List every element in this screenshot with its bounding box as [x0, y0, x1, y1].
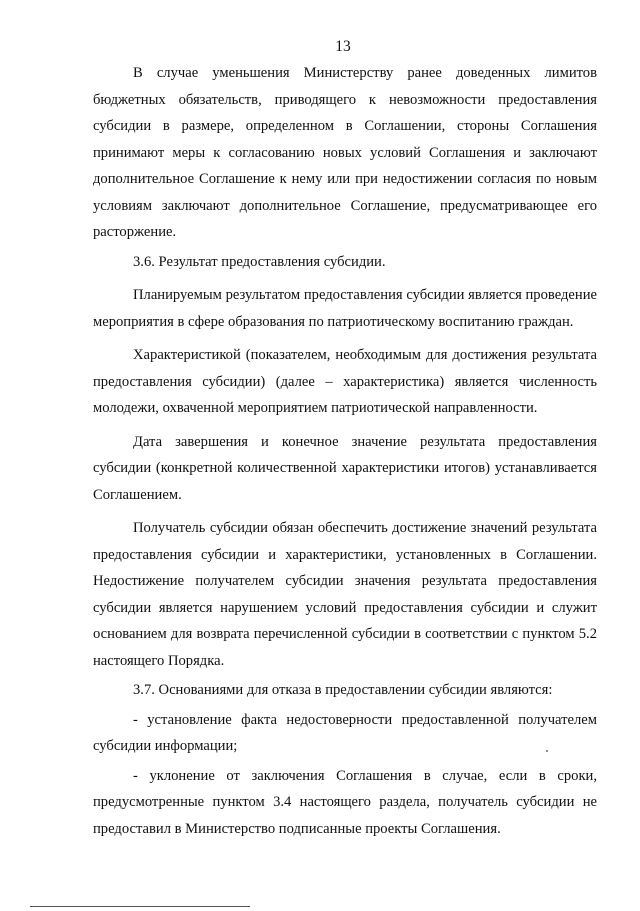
section-heading-3-6: 3.6. Результат предоставления субсидии.: [133, 253, 386, 270]
page-number: 13: [335, 38, 351, 55]
section-heading-3-7: 3.7. Основаниями для отказа в предоставлении субсидии являются:: [133, 682, 553, 698]
scan-edge-line: [30, 906, 250, 907]
scan-speck: [546, 750, 548, 752]
paragraph-completion-date: Дата завершения и конечное значение результата предоставления субсидии (конкретной количественной характеристики итогов) устанавливается Соглашением.: [93, 433, 597, 503]
paragraph-recipient-obligation: Получатель субсидии обязан обеспечить достижение значений результата предоставления субсидии и характеристики, установленных в Соглашении. Недостижение получателем субсидии значения результата предоставления субсидии является нарушением условий предоставления субсидии и служит основанием для возврата перечисленной субсидии в соответствии с пунктом 5.2 настоящего Порядка.: [93, 520, 597, 669]
list-item-agreement-evasion: - уклонение от заключения Соглашения в случае, если в сроки, предусмотренные пунктом 3.4 настоящего раздела, получатель субсидии не предоставил в Министерство подписанные проекты Соглашения.: [93, 767, 597, 837]
document-body: [93, 60, 597, 842]
list-item-false-information: - установление факта недостоверности предоставленной получателем субсидии информации;: [93, 711, 597, 754]
paragraph-planned-result: Планируемым результатом предоставления субсидии является проведение мероприятия в сфере образования по патриотическому воспитанию граждан.: [93, 287, 597, 330]
paragraph-limits-reduction: В случае уменьшения Министерству ранее доведенных лимитов бюджетных обязательств, приводящего к невозможности предоставления субсидии в размере, определенном в Соглашении, стороны Соглашения принимают меры к согласованию новых условий Соглашения и заключают дополнительное Соглашение к нему или при недостижении согласия по новым условиям заключают дополнительное Соглашение, предусматривающее его расторжение.: [93, 65, 597, 240]
paragraph-characteristic: Характеристикой (показателем, необходимым для достижения результата предоставления субсидии) (далее – характеристика) является численность молодежи, охваченной мероприятием патриотической направленности.: [93, 347, 597, 416]
